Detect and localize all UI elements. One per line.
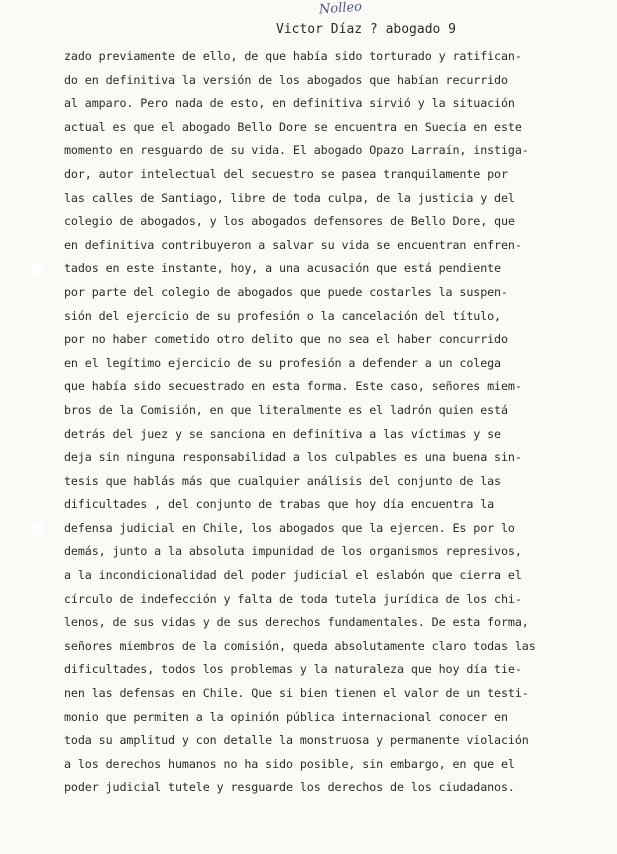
text-line: monio que permiten a la opinión pública internacional conocer en xyxy=(64,709,508,724)
handwritten-annotation: Nolleo xyxy=(318,0,363,18)
text-line: tados en este instante, hoy, a una acusación que está pendiente xyxy=(64,261,501,276)
text-line: toda su amplitud y con detalle la monstruosa y permanente violación xyxy=(64,733,529,748)
text-line: nen las defensas en Chile. Que si bien tienen el valor de un testi- xyxy=(64,686,529,701)
text-line: lenos, de sus vidas y de sus derechos fundamentales. De esta forma, xyxy=(64,615,529,630)
text-line: sión del ejercicio de su profesión o la cancelación del título, xyxy=(64,308,501,323)
punch-hole xyxy=(29,521,45,537)
text-line: al amparo. Pero nada de esto, en definitiva sirvió y la situación xyxy=(64,96,515,111)
text-line: poder judicial tutele y resguarde los derechos de los ciudadanos. xyxy=(64,780,515,795)
text-line: tesis que hablás más que cualquier análisis del conjunto de las xyxy=(64,473,501,488)
text-line: las calles de Santiago, libre de toda culpa, de la justicia y del xyxy=(64,190,515,205)
text-line: dificultades , del conjunto de trabas que hoy día encuentra la xyxy=(64,497,495,512)
text-line: por parte del colegio de abogados que puede costarles la suspen- xyxy=(64,284,508,299)
text-line: por no haber cometido otro delito que no sea el haber concurrido xyxy=(64,332,508,347)
text-line: detrás del juez y se sanciona en definitiva a las víctimas y se xyxy=(64,426,501,441)
text-line: dificultades, todos los problemas y la naturaleza que hoy día tie- xyxy=(64,662,522,677)
punch-hole xyxy=(29,262,45,278)
text-line: zado previamente de ello, de que había sido torturado y ratifican- xyxy=(64,49,522,63)
text-line: que había sido secuestrado en esta forma. Este caso, señores miem- xyxy=(64,379,522,394)
text-line: demás, junto a la absoluta impunidad de los organismos represivos, xyxy=(64,544,522,559)
text-line: en definitiva contribuyeron a salvar su vida se encuentran enfren- xyxy=(64,237,522,252)
text-line: deja sin ninguna responsabilidad a los culpables es una buena sin- xyxy=(64,450,522,465)
text-line: momento en resguardo de su vida. El abogado Opazo Larraín, instiga- xyxy=(64,143,529,158)
text-line: bros de la Comisión, en que literalmente es el ladrón quien está xyxy=(64,402,508,417)
text-line: defensa judicial en Chile, los abogados que la ejercen. Es por lo xyxy=(64,520,515,535)
text-line: en el legítimo ejercicio de su profesión a defender a un colega xyxy=(64,355,501,370)
body-text xyxy=(64,45,564,800)
text-line: dor, autor intelectual del secuestro se pasea tranquilamente por xyxy=(64,166,508,181)
text-line: colegio de abogados, y los abogados defensores de Bello Dore, que xyxy=(64,214,515,229)
text-line: a la incondicionalidad del poder judicial el eslabón que cierra el xyxy=(64,568,522,583)
text-line: do en definitiva la versión de los abogados que habían recurrido xyxy=(64,72,508,87)
text-line: a los derechos humanos no ha sido posible, sin embargo, en que el xyxy=(64,756,515,771)
page-header: Victor Díaz ? abogado 9 xyxy=(276,22,457,37)
text-line: actual es que el abogado Bello Dore se encuentra en Suecia en este xyxy=(64,119,522,134)
text-line: círculo de indefección y falta de toda tutela jurídica de los chi- xyxy=(64,591,522,606)
text-line: señores miembros de la comisión, queda absolutamente claro todas las xyxy=(64,638,536,653)
